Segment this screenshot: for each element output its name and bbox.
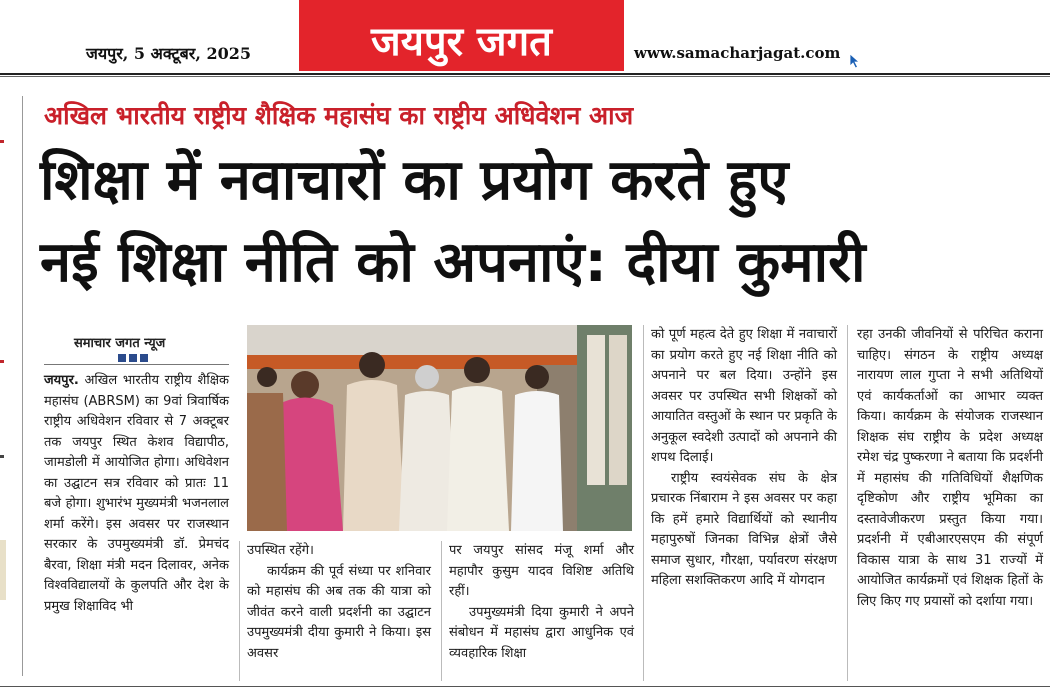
masthead-rule xyxy=(0,73,1050,75)
column-4-text-a: को पूर्ण महत्व देते हुए शिक्षा में नवाचारों का प्रयोग करते हुए नई शिक्षा नीति को अपनाने पर बल दिया। उन्होंने इस अवसर पर उपस्थित सभी शिक्षकों को आयातित वस्तुओं के स्थान पर प्रकृति के अनुकूल स्वदेशी उत्पादों को अपनाने की शपथ दिलाई। xyxy=(651,327,837,465)
edge-mark xyxy=(0,455,4,458)
article-column-5 xyxy=(857,325,1043,612)
event-photo xyxy=(247,325,632,531)
byline-ornament xyxy=(118,354,148,362)
headline-line-1: शिक्षा में नवाचारों का प्रयोग करते हुए xyxy=(40,148,789,213)
article-column-2 xyxy=(247,541,431,664)
column-3-text-b: उपमुख्यमंत्री दिया कुमारी ने अपने संबोधन में महासंघ द्वारा आधुनिक एवं व्यवहारिक शिक्षा xyxy=(449,604,634,661)
masthead-rule-thin xyxy=(0,76,1050,77)
page-bottom-rule xyxy=(0,686,1050,687)
article-headline xyxy=(40,140,1040,304)
edition-date: जयपुर, 5 अक्टूबर, 2025 xyxy=(86,44,251,63)
headline-line-2: नई शिक्षा नीति को अपनाएं: दीया कुमारी xyxy=(40,230,866,295)
article-column-1 xyxy=(44,371,229,617)
left-column-divider xyxy=(22,96,23,676)
column-1-text: अखिल भारतीय राष्ट्रीय शैक्षिक महासंघ (ABRSM) का 9वां त्रिवार्षिक राष्ट्रीय अधिवेशन रविवार से 7 अक्टूबर तक जयपुर स्थित केशव विद्यापीठ, जामडोली में आयोजित होगा। अधिवेशन का उद्घाटन सत्र रविवार को प्रातः 11 बजे होगा। शुभारंभ मुख्यमंत्री भजनलाल शर्मा करेंगे। इस अवसर पर राजस्थान सरकार के उपमुख्यमंत्री डॉ. प्रेमचंद बैरवा, शिक्षा मंत्री मदन दिलावर, अनेक विश्वविद्यालयों के कुलपति और देश के प्रमुख शिक्षाविद भी xyxy=(44,373,229,614)
column-divider xyxy=(239,541,240,681)
byline-rule xyxy=(44,364,229,365)
column-5-text: रहा उनकी जीवनियों से परिचित कराना चाहिए। संगठन के राष्ट्रीय अध्यक्ष नारायण लाल गुप्ता ने सभी अतिथियों एवं कार्यकर्ताओं का आभार व्यक्त किया। कार्यक्रम के संयोजक राजस्थान शिक्षक संघ राष्ट्रीय के प्रदेश अध्यक्ष रमेश चंद्र पुष्करणा ने बताया कि प्रदर्शनी में महासंघ की गतिविधियों शैक्षणिक दृष्टिकोण और राष्ट्रीय भूमिका का दस्तावेजीकरण प्रस्तुत किया गया। प्रदर्शनी में एबीआरएसएम की संपूर्ण विकास यात्रा के साथ 31 राज्यों में आयोजित कार्यक्रमों एवं शिक्षक हितों के लिए किए गए प्रयासों को दर्शाया गया। xyxy=(857,327,1043,609)
article-column-4 xyxy=(651,325,837,592)
website-url[interactable]: www.samacharjagat.com xyxy=(634,44,841,62)
article-kicker: अखिल भारतीय राष्ट्रीय शैक्षिक महासंघ का राष्ट्रीय अधिवेशन आज xyxy=(44,101,634,130)
masthead-banner xyxy=(299,0,624,71)
mouse-pointer-icon xyxy=(849,53,861,69)
column-2-text-a: उपस्थित रहेंगे। xyxy=(247,543,314,558)
edge-mark xyxy=(0,140,4,143)
column-divider xyxy=(643,325,644,681)
column-divider xyxy=(441,541,442,681)
dateline: जयपुर. xyxy=(44,373,79,388)
edge-mark xyxy=(0,360,4,363)
column-3-text-a: पर जयपुर सांसद मंजू शर्मा और महापौर कुसुम यादव विशिष्ट अतिथि रहीं। xyxy=(449,543,634,599)
newspaper-name: जयपुर जगत xyxy=(371,19,552,65)
column-divider xyxy=(847,325,848,681)
article-column-3 xyxy=(449,541,634,664)
column-4-text-b: राष्ट्रीय स्वयंसेवक संघ के क्षेत्र प्रचारक निंबाराम ने इस अवसर पर कहा कि हमें हमारे विद्यार्थियों को स्थानीय महापुरुषों जिनका विभिन्न क्षेत्रों जैसे समाज सुधार, गौरक्षा, पर्यावरण संरक्षण महिला सशक्तिकरण आदि में योगदान xyxy=(651,470,837,588)
byline: समाचार जगत न्यूज xyxy=(74,336,166,351)
adjacent-article-fragment xyxy=(0,540,6,600)
column-2-text-b: कार्यक्रम की पूर्व संध्या पर शनिवार को महासंघ की अब तक की यात्रा को जीवंत करने वाली प्रदर्शनी का उद्घाटन उपमुख्यमंत्री दीया कुमारी ने किया। इस अवसर xyxy=(247,563,431,661)
